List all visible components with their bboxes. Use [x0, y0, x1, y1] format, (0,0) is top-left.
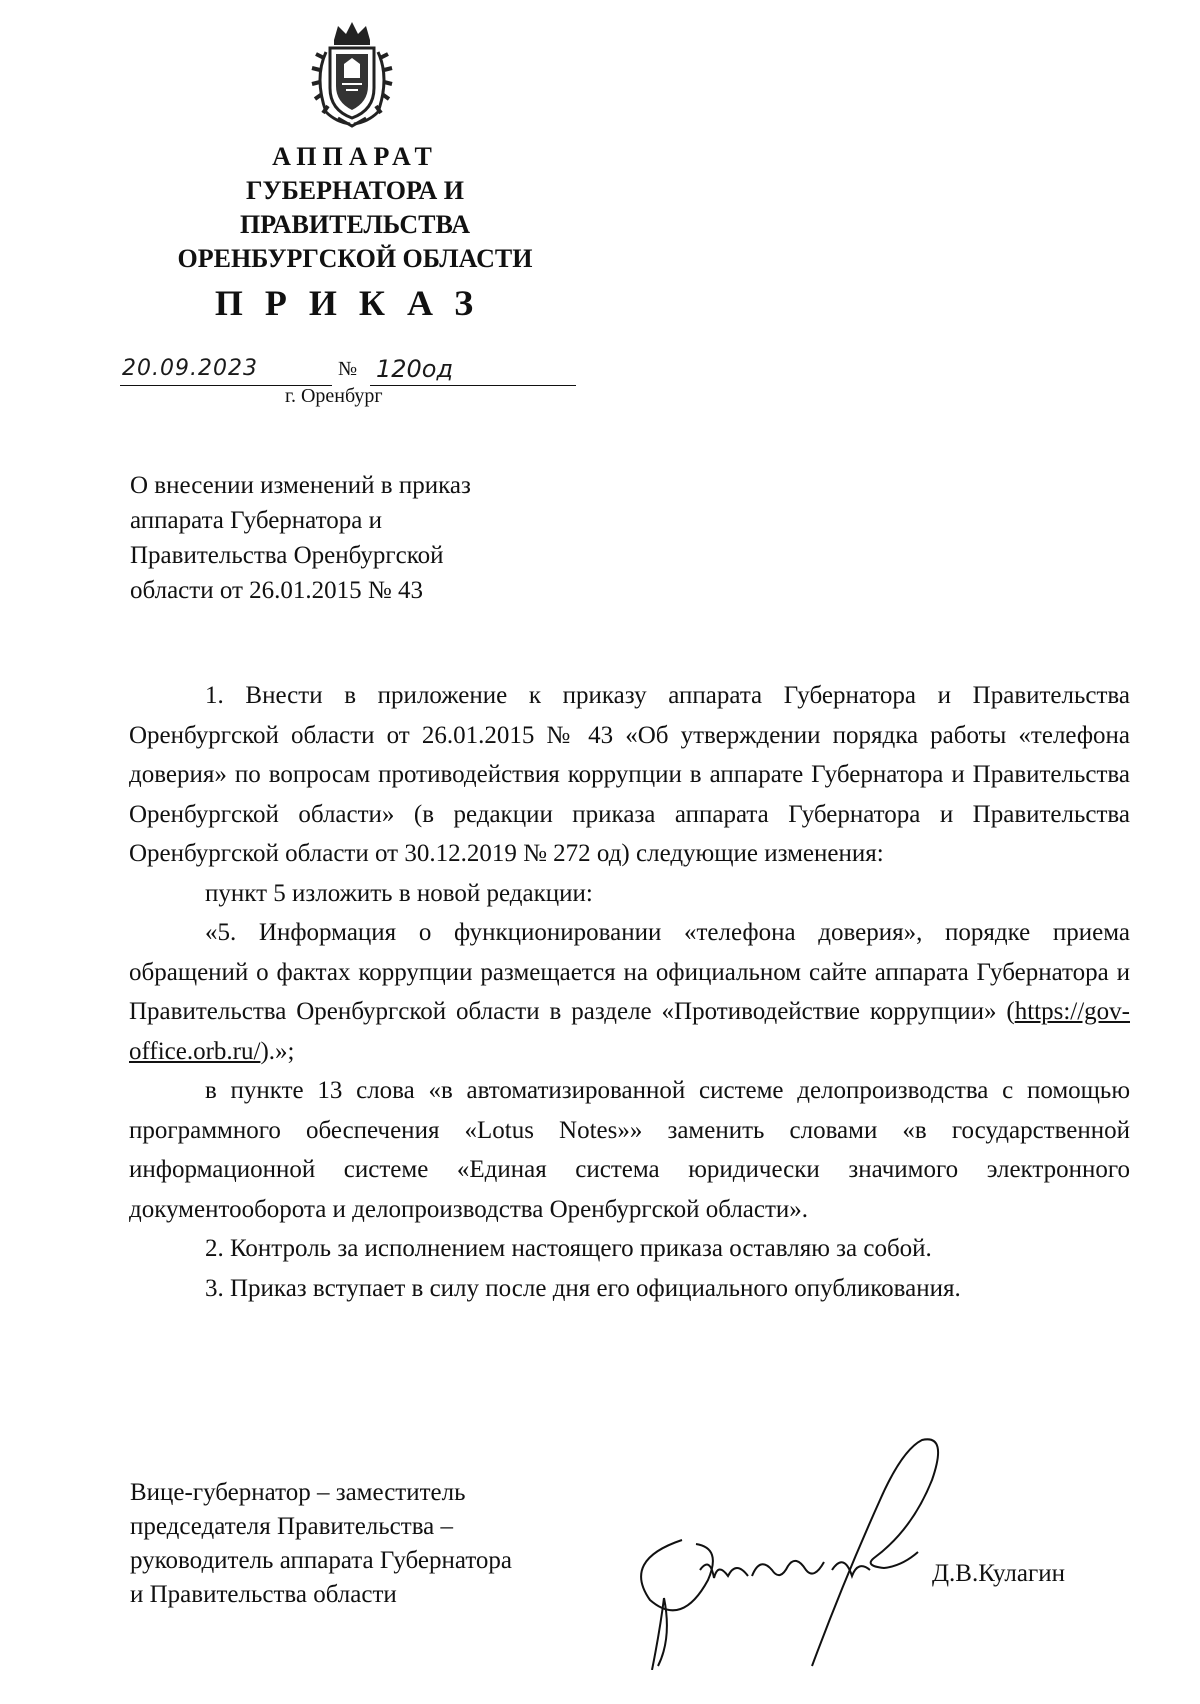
coat-of-arms-emblem	[308, 18, 396, 128]
paragraph-3-text: «5. Информация о функционировании «телефона доверия», порядке приема обращений о фактах коррупции размещается на официальном сайте аппарата Губернатора и Правительства Оренбургской области в разделе «Противодействие коррупции» (	[129, 919, 1130, 1025]
signatory-title-line-4: и Правительства области	[130, 1581, 397, 1608]
order-subject	[130, 468, 560, 608]
org-line-4: ОРЕНБУРГСКОЙ ОБЛАСТИ	[177, 244, 533, 273]
signatory-name: Д.В.Кулагин	[932, 1560, 1066, 1587]
paragraph-2: пункт 5 изложить в новой редакции:	[205, 879, 593, 907]
number-sign: №	[338, 358, 358, 380]
organization-name	[130, 140, 580, 276]
signatory-title	[130, 1476, 650, 1612]
order-date-handwritten: 20.09.2023	[120, 355, 332, 386]
city-label: г. Оренбург	[285, 385, 383, 407]
org-line-3: ПРАВИТЕЛЬСТВА	[240, 210, 470, 239]
subject-line-2: аппарата Губернатора и	[130, 507, 382, 534]
org-line-2: ГУБЕРНАТОРА И	[245, 176, 465, 205]
subject-line-4: области от 26.01.2015 № 43	[130, 577, 424, 604]
website-link[interactable]: https://gov-office.orb.ru/	[129, 998, 1130, 1065]
signatory-title-line-3: руководитель аппарата Губернатора	[130, 1547, 513, 1574]
signatory-title-line-2: председателя Правительства –	[130, 1513, 454, 1540]
paragraph-4: в пункте 13 слова «в автоматизированной системе делопроизводства с помощью программного обеспечения «Lotus Notes»» заменить словами «в государственной информационной системе «Единая система юридически значимого электронного документооборота и делопроизводства Оренбургской области».	[129, 1077, 1130, 1223]
paragraph-5: 2. Контроль за исполнением настоящего приказа оставляю за собой.	[205, 1235, 932, 1262]
handwritten-signature	[612, 1430, 952, 1670]
signatory-title-line-1: Вице-губернатор – заместитель	[130, 1479, 466, 1506]
subject-line-1: О внесении изменений в приказ	[130, 472, 471, 499]
paragraph-1: 1. Внести в приложение к приказу аппарата Губернатора и Правительства Оренбургской области от 26.01.2015 № 43 «Об утверждении порядка работы «телефона доверия» по вопросам противодействия коррупции в аппарате Губернатора и Правительства Оренбургской области» (в редакции приказа аппарата Губернатора и Правительства Оренбургской области от 30.12.2019 № 272 од) следующие изменения:	[129, 682, 1130, 867]
order-number-handwritten: 120од	[370, 355, 576, 386]
paragraph-6: 3. Приказ вступает в силу после дня его официального опубликования.	[205, 1274, 961, 1302]
document-type-title: ПРИКАЗ	[214, 283, 496, 323]
subject-line-3: Правительства Оренбургской	[130, 542, 444, 569]
paragraph-3	[129, 913, 1130, 1071]
paragraph-3-tail: ).»;	[260, 1037, 295, 1065]
org-line-1: АППАРАТ	[272, 142, 438, 171]
order-body	[129, 676, 1130, 1308]
